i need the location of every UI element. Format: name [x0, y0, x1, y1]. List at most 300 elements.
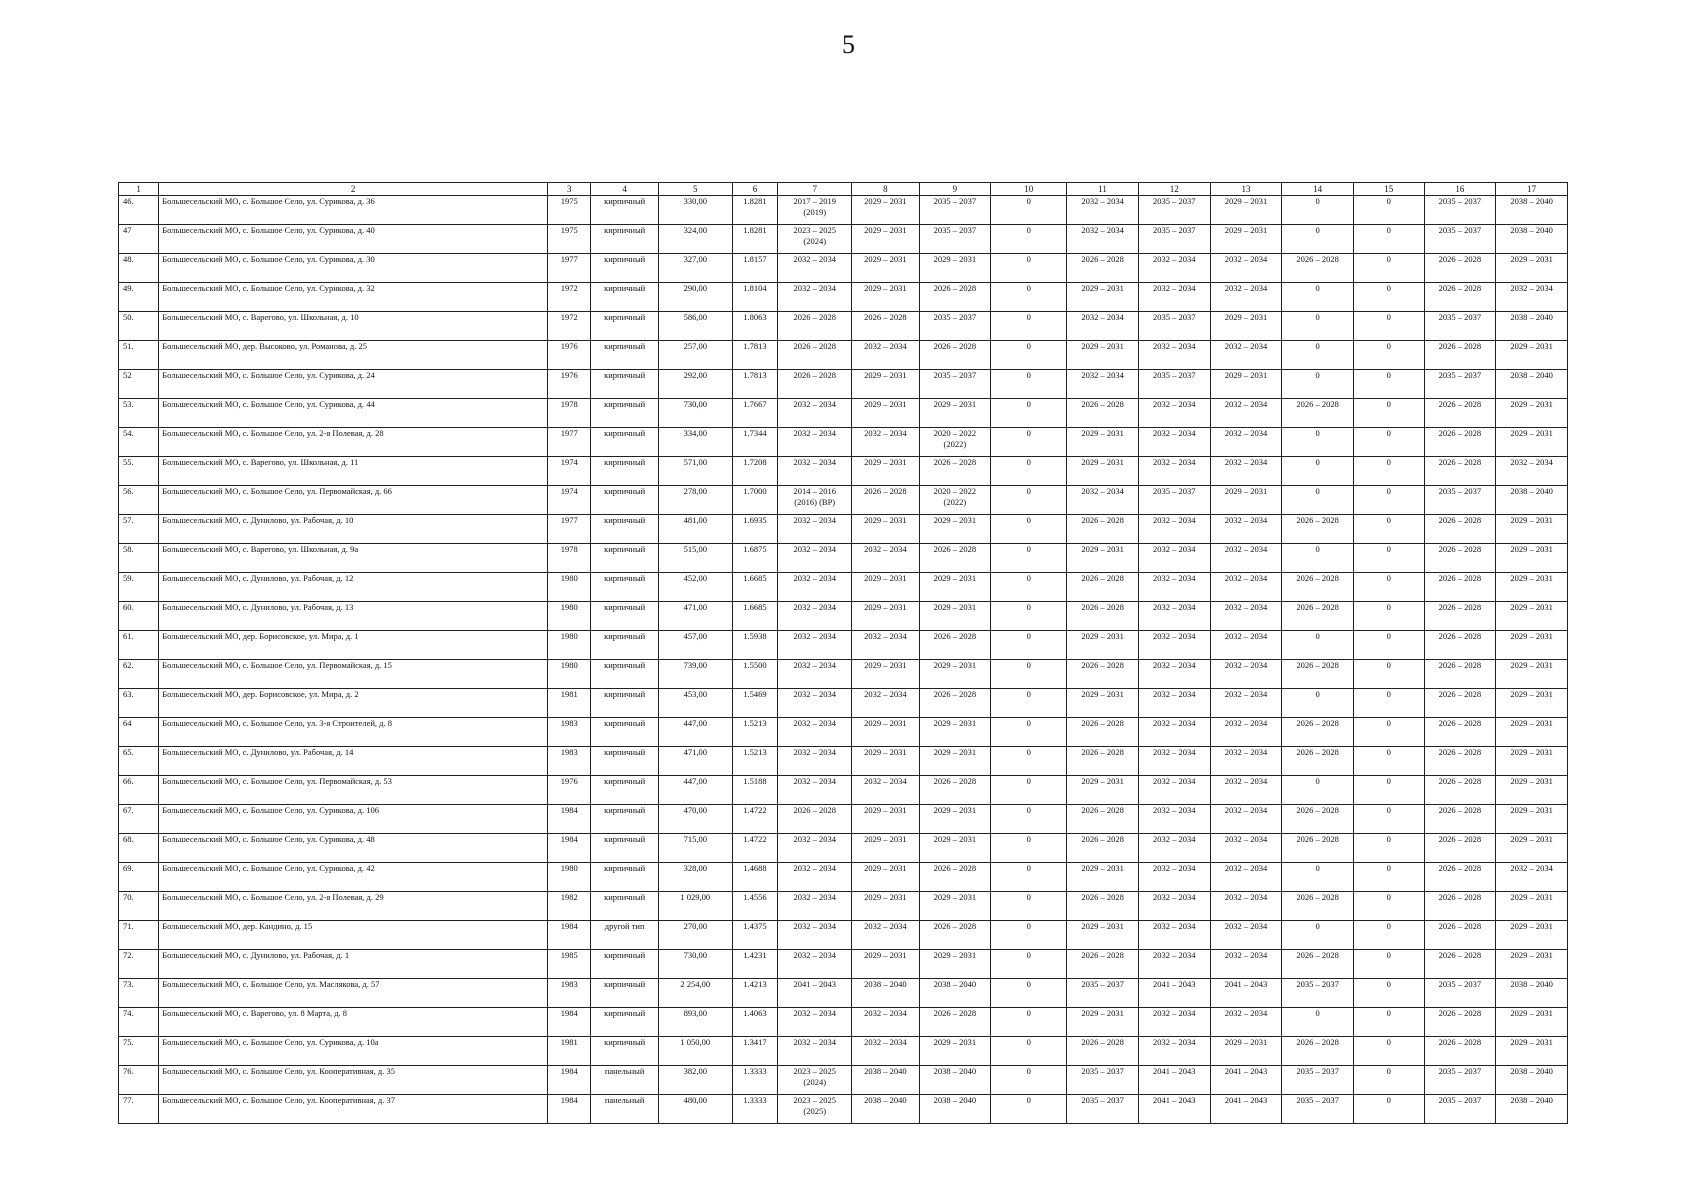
- row-number-cell: 47: [119, 225, 159, 254]
- table-cell: 2032 – 2034: [778, 457, 852, 486]
- table-cell: 2032 – 2034: [1210, 631, 1282, 660]
- housing-repair-schedule-table: [118, 182, 1568, 1124]
- table-cell: 0: [991, 254, 1067, 283]
- table-cell: 0: [991, 863, 1067, 892]
- table-cell: 2035 – 2037: [1424, 1066, 1496, 1095]
- table-cell: 2026 – 2028: [919, 631, 991, 660]
- column-header: 4: [591, 183, 658, 196]
- address-cell: Большесельский МО, с. Дунилово, ул. Рабочая, д. 1: [159, 950, 548, 979]
- table-cell: кирпичный: [591, 950, 658, 979]
- table-row: [119, 892, 1568, 921]
- table-cell: кирпичный: [591, 544, 658, 573]
- table-cell: 2038 – 2040: [1496, 312, 1568, 341]
- table-cell: 1984: [548, 805, 591, 834]
- table-cell: 1.4688: [732, 863, 778, 892]
- table-cell: 1.8063: [732, 312, 778, 341]
- table-cell: 2026 – 2028: [1424, 254, 1496, 283]
- table-cell: 0: [1353, 196, 1424, 225]
- table-cell: 0: [991, 921, 1067, 950]
- table-cell: 1.4063: [732, 1008, 778, 1037]
- address-cell: Большесельский МО, с. Варегово, ул. Школьная, д. 11: [159, 457, 548, 486]
- table-cell: 2026 – 2028: [1067, 573, 1139, 602]
- table-cell: 0: [1353, 1095, 1424, 1124]
- table-cell: 0: [1282, 457, 1354, 486]
- table-cell: 0: [1282, 428, 1354, 457]
- table-row: [119, 921, 1568, 950]
- table-cell: 2032 – 2034: [1210, 718, 1282, 747]
- table-cell: 1.4231: [732, 950, 778, 979]
- table-cell: 2032 – 2034: [1138, 1008, 1210, 1037]
- table-cell: 2032 – 2034: [778, 689, 852, 718]
- table-cell: 2026 – 2028: [1424, 805, 1496, 834]
- table-cell: 2026 – 2028: [1282, 602, 1354, 631]
- address-cell: Большесельский МО, дер. Борисовское, ул. Мира, д. 1: [159, 631, 548, 660]
- table-cell: 0: [1353, 631, 1424, 660]
- table-cell: 2032 – 2034: [778, 892, 852, 921]
- table-cell: 0: [991, 718, 1067, 747]
- table-cell: 2032 – 2034: [1138, 254, 1210, 283]
- address-cell: Большесельский МО, с. Большое Село, ул. 3-я Строителей, д. 8: [159, 718, 548, 747]
- table-cell: 0: [1353, 718, 1424, 747]
- table-cell: 2026 – 2028: [919, 921, 991, 950]
- table-cell: 2029 – 2031: [1067, 1008, 1139, 1037]
- table-cell: 2032 – 2034: [1138, 1037, 1210, 1066]
- table-cell: 2029 – 2031: [1496, 776, 1568, 805]
- table-cell: кирпичный: [591, 1037, 658, 1066]
- table-cell: 1.7813: [732, 341, 778, 370]
- table-cell: 1977: [548, 254, 591, 283]
- table-cell: 2035 – 2037: [1282, 1095, 1354, 1124]
- table-cell: 2020 – 2022 (2022): [919, 486, 991, 515]
- table-cell: 290,00: [658, 283, 732, 312]
- table-cell: 2026 – 2028: [1067, 602, 1139, 631]
- address-cell: Большесельский МО, с. Большое Село, ул. Сурикова, д. 10а: [159, 1037, 548, 1066]
- table-cell: 2026 – 2028: [1282, 1037, 1354, 1066]
- table-cell: 1.4213: [732, 979, 778, 1008]
- table-cell: 2026 – 2028: [1282, 950, 1354, 979]
- table-cell: 2029 – 2031: [1496, 341, 1568, 370]
- table-cell: 0: [1353, 341, 1424, 370]
- table-cell: 2029 – 2031: [1067, 457, 1139, 486]
- address-cell: Большесельский МО, с. Большое Село, ул. Кооперативная, д. 37: [159, 1095, 548, 1124]
- table-cell: 2029 – 2031: [1210, 225, 1282, 254]
- table-cell: 2035 – 2037: [1424, 312, 1496, 341]
- column-header: 8: [852, 183, 919, 196]
- table-cell: 2029 – 2031: [919, 950, 991, 979]
- table-cell: 2029 – 2031: [919, 573, 991, 602]
- table-cell: 2032 – 2034: [1210, 602, 1282, 631]
- table-cell: 2026 – 2028: [1067, 399, 1139, 428]
- table-cell: 2014 – 2016 (2016) (ВР): [778, 486, 852, 515]
- table-cell: 2026 – 2028: [1067, 660, 1139, 689]
- table-cell: 0: [1282, 370, 1354, 399]
- row-number-cell: 59.: [119, 573, 159, 602]
- table-cell: 2026 – 2028: [1282, 573, 1354, 602]
- table-cell: 730,00: [658, 950, 732, 979]
- table-cell: 327,00: [658, 254, 732, 283]
- table-cell: 2032 – 2034: [1210, 747, 1282, 776]
- table-cell: 2032 – 2034: [1210, 660, 1282, 689]
- table-cell: кирпичный: [591, 718, 658, 747]
- table-cell: 0: [1353, 486, 1424, 515]
- table-cell: 2026 – 2028: [1282, 515, 1354, 544]
- table-cell: 0: [991, 225, 1067, 254]
- table-cell: 2029 – 2031: [1496, 602, 1568, 631]
- table-cell: 1 029,00: [658, 892, 732, 921]
- table-cell: 1.5213: [732, 718, 778, 747]
- table-cell: 2026 – 2028: [919, 689, 991, 718]
- table-cell: 2032 – 2034: [1138, 921, 1210, 950]
- table-cell: 0: [1353, 399, 1424, 428]
- table-cell: 1.7813: [732, 370, 778, 399]
- table-cell: кирпичный: [591, 660, 658, 689]
- table-cell: 2029 – 2031: [1067, 631, 1139, 660]
- table-row: [119, 776, 1568, 805]
- address-cell: Большесельский МО, с. Большое Село, ул. Первомайская, д. 53: [159, 776, 548, 805]
- table-cell: 2026 – 2028: [1424, 515, 1496, 544]
- table-cell: 1980: [548, 573, 591, 602]
- table-cell: 2029 – 2031: [1496, 921, 1568, 950]
- table-cell: 2032 – 2034: [1138, 718, 1210, 747]
- table-cell: 2026 – 2028: [778, 805, 852, 834]
- row-number-cell: 49.: [119, 283, 159, 312]
- table-cell: 0: [991, 1037, 1067, 1066]
- table-cell: 1980: [548, 602, 591, 631]
- table-cell: 2026 – 2028: [1282, 718, 1354, 747]
- table-cell: 1972: [548, 312, 591, 341]
- row-number-cell: 69.: [119, 863, 159, 892]
- page-number: 5: [842, 30, 855, 59]
- table-cell: 2032 – 2034: [852, 428, 919, 457]
- address-cell: Большесельский МО, с. Дунилово, ул. Рабочая, д. 13: [159, 602, 548, 631]
- table-cell: 2026 – 2028: [778, 341, 852, 370]
- table-cell: 2032 – 2034: [1138, 631, 1210, 660]
- row-number-cell: 77.: [119, 1095, 159, 1124]
- table-cell: 292,00: [658, 370, 732, 399]
- table-cell: 2026 – 2028: [1067, 892, 1139, 921]
- table-cell: 2032 – 2034: [1138, 399, 1210, 428]
- table-cell: 0: [1282, 863, 1354, 892]
- table-cell: 2029 – 2031: [852, 602, 919, 631]
- row-number-cell: 46.: [119, 196, 159, 225]
- table-cell: 0: [991, 544, 1067, 573]
- table-cell: панельный: [591, 1095, 658, 1124]
- table-cell: 330,00: [658, 196, 732, 225]
- table-cell: 1982: [548, 892, 591, 921]
- address-cell: Большесельский МО, дер. Кандино, д. 15: [159, 921, 548, 950]
- table-row: [119, 254, 1568, 283]
- table-cell: 2029 – 2031: [1496, 718, 1568, 747]
- table-cell: 2026 – 2028: [919, 863, 991, 892]
- table-row: [119, 573, 1568, 602]
- table-cell: 2032 – 2034: [1138, 834, 1210, 863]
- table-cell: 2035 – 2037: [1138, 225, 1210, 254]
- table-cell: кирпичный: [591, 486, 658, 515]
- table-cell: 2026 – 2028: [778, 312, 852, 341]
- address-cell: Большесельский МО, с. Большое Село, ул. Первомайская, д. 66: [159, 486, 548, 515]
- table-cell: кирпичный: [591, 689, 658, 718]
- table-cell: кирпичный: [591, 283, 658, 312]
- row-number-cell: 75.: [119, 1037, 159, 1066]
- table-cell: 0: [1353, 921, 1424, 950]
- column-header: 14: [1282, 183, 1354, 196]
- table-cell: 1.3333: [732, 1095, 778, 1124]
- table-cell: 2029 – 2031: [919, 892, 991, 921]
- table-cell: 2026 – 2028: [1067, 515, 1139, 544]
- table-cell: 2032 – 2034: [1210, 457, 1282, 486]
- table-cell: 0: [1353, 1066, 1424, 1095]
- table-cell: 0: [991, 515, 1067, 544]
- table-cell: кирпичный: [591, 776, 658, 805]
- table-cell: 2029 – 2031: [1496, 428, 1568, 457]
- table-row: [119, 486, 1568, 515]
- table-cell: 1981: [548, 1037, 591, 1066]
- address-cell: Большесельский МО, с. Дунилово, ул. Рабочая, д. 14: [159, 747, 548, 776]
- table-cell: 1977: [548, 515, 591, 544]
- table-cell: 2026 – 2028: [1424, 689, 1496, 718]
- table-cell: 2029 – 2031: [1067, 341, 1139, 370]
- table-cell: 324,00: [658, 225, 732, 254]
- table-cell: кирпичный: [591, 834, 658, 863]
- row-number-cell: 72.: [119, 950, 159, 979]
- row-number-cell: 55.: [119, 457, 159, 486]
- table-cell: 2035 – 2037: [1138, 370, 1210, 399]
- address-cell: Большесельский МО, с. Большое Село, ул. 2-я Полевая, д. 28: [159, 428, 548, 457]
- table-cell: 2029 – 2031: [919, 399, 991, 428]
- table-cell: 2035 – 2037: [1424, 225, 1496, 254]
- table-cell: 2032 – 2034: [778, 544, 852, 573]
- table-cell: 2032 – 2034: [778, 863, 852, 892]
- table-row: [119, 747, 1568, 776]
- table-cell: 2032 – 2034: [1496, 863, 1568, 892]
- row-number-cell: 67.: [119, 805, 159, 834]
- table-cell: 0: [991, 1066, 1067, 1095]
- table-cell: 0: [991, 457, 1067, 486]
- table-cell: 0: [1282, 631, 1354, 660]
- table-cell: 2041 – 2043: [1138, 1066, 1210, 1095]
- table-cell: 1.8104: [732, 283, 778, 312]
- table-cell: 2026 – 2028: [1282, 892, 1354, 921]
- table-cell: 2038 – 2040: [852, 1095, 919, 1124]
- table-cell: 2026 – 2028: [1067, 950, 1139, 979]
- table-cell: 2041 – 2043: [1138, 1095, 1210, 1124]
- table-cell: кирпичный: [591, 747, 658, 776]
- table-cell: 2032 – 2034: [1210, 776, 1282, 805]
- address-cell: Большесельский МО, с. Большое Село, ул. Сурикова, д. 24: [159, 370, 548, 399]
- table-cell: 2029 – 2031: [852, 863, 919, 892]
- table-cell: 0: [1282, 1008, 1354, 1037]
- table-cell: 2032 – 2034: [778, 428, 852, 457]
- table-cell: 2038 – 2040: [1496, 1066, 1568, 1095]
- table-cell: 2035 – 2037: [919, 225, 991, 254]
- table-cell: 0: [1353, 776, 1424, 805]
- table-cell: 1.6935: [732, 515, 778, 544]
- row-number-cell: 58.: [119, 544, 159, 573]
- table-cell: 0: [1282, 225, 1354, 254]
- row-number-cell: 73.: [119, 979, 159, 1008]
- table-cell: 1.4722: [732, 805, 778, 834]
- table-cell: 2029 – 2031: [852, 573, 919, 602]
- table-cell: 0: [991, 1008, 1067, 1037]
- table-cell: 0: [1353, 805, 1424, 834]
- table-cell: 2032 – 2034: [1138, 457, 1210, 486]
- address-cell: Большесельский МО, с. Большое Село, ул. Маслякова, д. 57: [159, 979, 548, 1008]
- table-cell: 2032 – 2034: [1210, 892, 1282, 921]
- table-cell: 2026 – 2028: [919, 1008, 991, 1037]
- table-cell: кирпичный: [591, 979, 658, 1008]
- table-cell: 2032 – 2034: [1067, 225, 1139, 254]
- table-cell: кирпичный: [591, 805, 658, 834]
- table-cell: 1 050,00: [658, 1037, 732, 1066]
- table-cell: 2032 – 2034: [852, 544, 919, 573]
- table-cell: 0: [991, 1095, 1067, 1124]
- table-cell: 2029 – 2031: [919, 718, 991, 747]
- table-cell: 1.6685: [732, 602, 778, 631]
- table-cell: 2032 – 2034: [1138, 602, 1210, 631]
- table-row: [119, 370, 1568, 399]
- table-cell: другой тип: [591, 921, 658, 950]
- table-cell: 2032 – 2034: [778, 950, 852, 979]
- table-row: [119, 834, 1568, 863]
- table-cell: 2032 – 2034: [778, 718, 852, 747]
- table-cell: 2032 – 2034: [1210, 341, 1282, 370]
- table-cell: 2023 – 2025 (2024): [778, 1066, 852, 1095]
- table-cell: 2026 – 2028: [1282, 660, 1354, 689]
- table-cell: 2038 – 2040: [852, 979, 919, 1008]
- table-cell: 2032 – 2034: [1067, 486, 1139, 515]
- table-cell: кирпичный: [591, 312, 658, 341]
- table-cell: 2032 – 2034: [1210, 950, 1282, 979]
- table-cell: 1.4375: [732, 921, 778, 950]
- table-cell: 571,00: [658, 457, 732, 486]
- table-cell: 2035 – 2037: [1424, 486, 1496, 515]
- table-cell: 2032 – 2034: [1138, 776, 1210, 805]
- table-cell: 2026 – 2028: [1424, 834, 1496, 863]
- table-cell: 1972: [548, 283, 591, 312]
- table-cell: 2032 – 2034: [1210, 283, 1282, 312]
- table-cell: 2032 – 2034: [1210, 805, 1282, 834]
- table-cell: 0: [1282, 341, 1354, 370]
- table-cell: 2029 – 2031: [1496, 515, 1568, 544]
- column-header: 11: [1067, 183, 1139, 196]
- table-cell: 2029 – 2031: [919, 254, 991, 283]
- table-cell: 2041 – 2043: [778, 979, 852, 1008]
- table-cell: 0: [1353, 1008, 1424, 1037]
- table-cell: 2029 – 2031: [1067, 428, 1139, 457]
- table-cell: 1.3333: [732, 1066, 778, 1095]
- table-cell: 2026 – 2028: [1424, 776, 1496, 805]
- row-number-cell: 70.: [119, 892, 159, 921]
- column-header: 17: [1496, 183, 1568, 196]
- table-cell: кирпичный: [591, 892, 658, 921]
- table-cell: 2026 – 2028: [1282, 747, 1354, 776]
- table-cell: 2032 – 2034: [1210, 428, 1282, 457]
- table-cell: кирпичный: [591, 1008, 658, 1037]
- table-cell: 2026 – 2028: [1424, 399, 1496, 428]
- row-number-cell: 52: [119, 370, 159, 399]
- table-cell: 2029 – 2031: [919, 515, 991, 544]
- table-cell: 1.7208: [732, 457, 778, 486]
- table-cell: 2026 – 2028: [852, 486, 919, 515]
- table-cell: 447,00: [658, 718, 732, 747]
- table-cell: 0: [1353, 892, 1424, 921]
- table-cell: 2029 – 2031: [1496, 1008, 1568, 1037]
- table-cell: кирпичный: [591, 196, 658, 225]
- table-cell: 0: [1282, 776, 1354, 805]
- table-cell: 453,00: [658, 689, 732, 718]
- row-number-cell: 71.: [119, 921, 159, 950]
- table-cell: 1977: [548, 428, 591, 457]
- table-cell: 1975: [548, 225, 591, 254]
- table-cell: 0: [1282, 312, 1354, 341]
- table-cell: 0: [1353, 950, 1424, 979]
- table-cell: 2026 – 2028: [1424, 921, 1496, 950]
- table-cell: 2032 – 2034: [1496, 457, 1568, 486]
- table-cell: 2035 – 2037: [1282, 979, 1354, 1008]
- table-cell: 2032 – 2034: [1067, 196, 1139, 225]
- table-row: [119, 1066, 1568, 1095]
- row-number-cell: 68.: [119, 834, 159, 863]
- address-cell: Большесельский МО, с. Варегово, ул. 8 Марта, д. 8: [159, 1008, 548, 1037]
- table-cell: 1.5938: [732, 631, 778, 660]
- table-cell: 2029 – 2031: [1496, 631, 1568, 660]
- row-number-cell: 51.: [119, 341, 159, 370]
- column-header: 10: [991, 183, 1067, 196]
- table-cell: 2026 – 2028: [1067, 747, 1139, 776]
- table-cell: 2038 – 2040: [1496, 370, 1568, 399]
- table-cell: 0: [1353, 254, 1424, 283]
- table-cell: 2035 – 2037: [1067, 1095, 1139, 1124]
- table-cell: 2038 – 2040: [919, 979, 991, 1008]
- table-cell: 2029 – 2031: [852, 805, 919, 834]
- table-cell: кирпичный: [591, 370, 658, 399]
- table-cell: 2029 – 2031: [1067, 283, 1139, 312]
- table-cell: 0: [1282, 921, 1354, 950]
- table-cell: 2029 – 2031: [919, 747, 991, 776]
- table-row: [119, 225, 1568, 254]
- table-cell: 2032 – 2034: [778, 747, 852, 776]
- table-cell: 0: [991, 834, 1067, 863]
- table-cell: 2032 – 2034: [1138, 747, 1210, 776]
- row-number-cell: 63.: [119, 689, 159, 718]
- table-cell: 2032 – 2034: [778, 921, 852, 950]
- table-cell: 2032 – 2034: [1210, 921, 1282, 950]
- table-row: [119, 515, 1568, 544]
- table-cell: 1978: [548, 399, 591, 428]
- table-cell: 1.5500: [732, 660, 778, 689]
- address-cell: Большесельский МО, с. Варегово, ул. Школьная, д. 10: [159, 312, 548, 341]
- row-number-cell: 76.: [119, 1066, 159, 1095]
- table-row: [119, 341, 1568, 370]
- table-cell: 2038 – 2040: [919, 1066, 991, 1095]
- row-number-cell: 56.: [119, 486, 159, 515]
- table-cell: 2032 – 2034: [778, 573, 852, 602]
- table-cell: 2029 – 2031: [852, 254, 919, 283]
- table-cell: 1976: [548, 370, 591, 399]
- table-cell: 2026 – 2028: [919, 341, 991, 370]
- table-cell: 447,00: [658, 776, 732, 805]
- table-cell: 2026 – 2028: [1424, 747, 1496, 776]
- table-cell: 2035 – 2037: [1282, 1066, 1354, 1095]
- table-cell: 2029 – 2031: [1496, 544, 1568, 573]
- column-header: 12: [1138, 183, 1210, 196]
- table-cell: 2 254,00: [658, 979, 732, 1008]
- table-cell: 2032 – 2034: [1067, 312, 1139, 341]
- table-cell: 0: [991, 312, 1067, 341]
- column-header: 13: [1210, 183, 1282, 196]
- table-cell: 2026 – 2028: [1424, 863, 1496, 892]
- table-cell: 2029 – 2031: [1210, 486, 1282, 515]
